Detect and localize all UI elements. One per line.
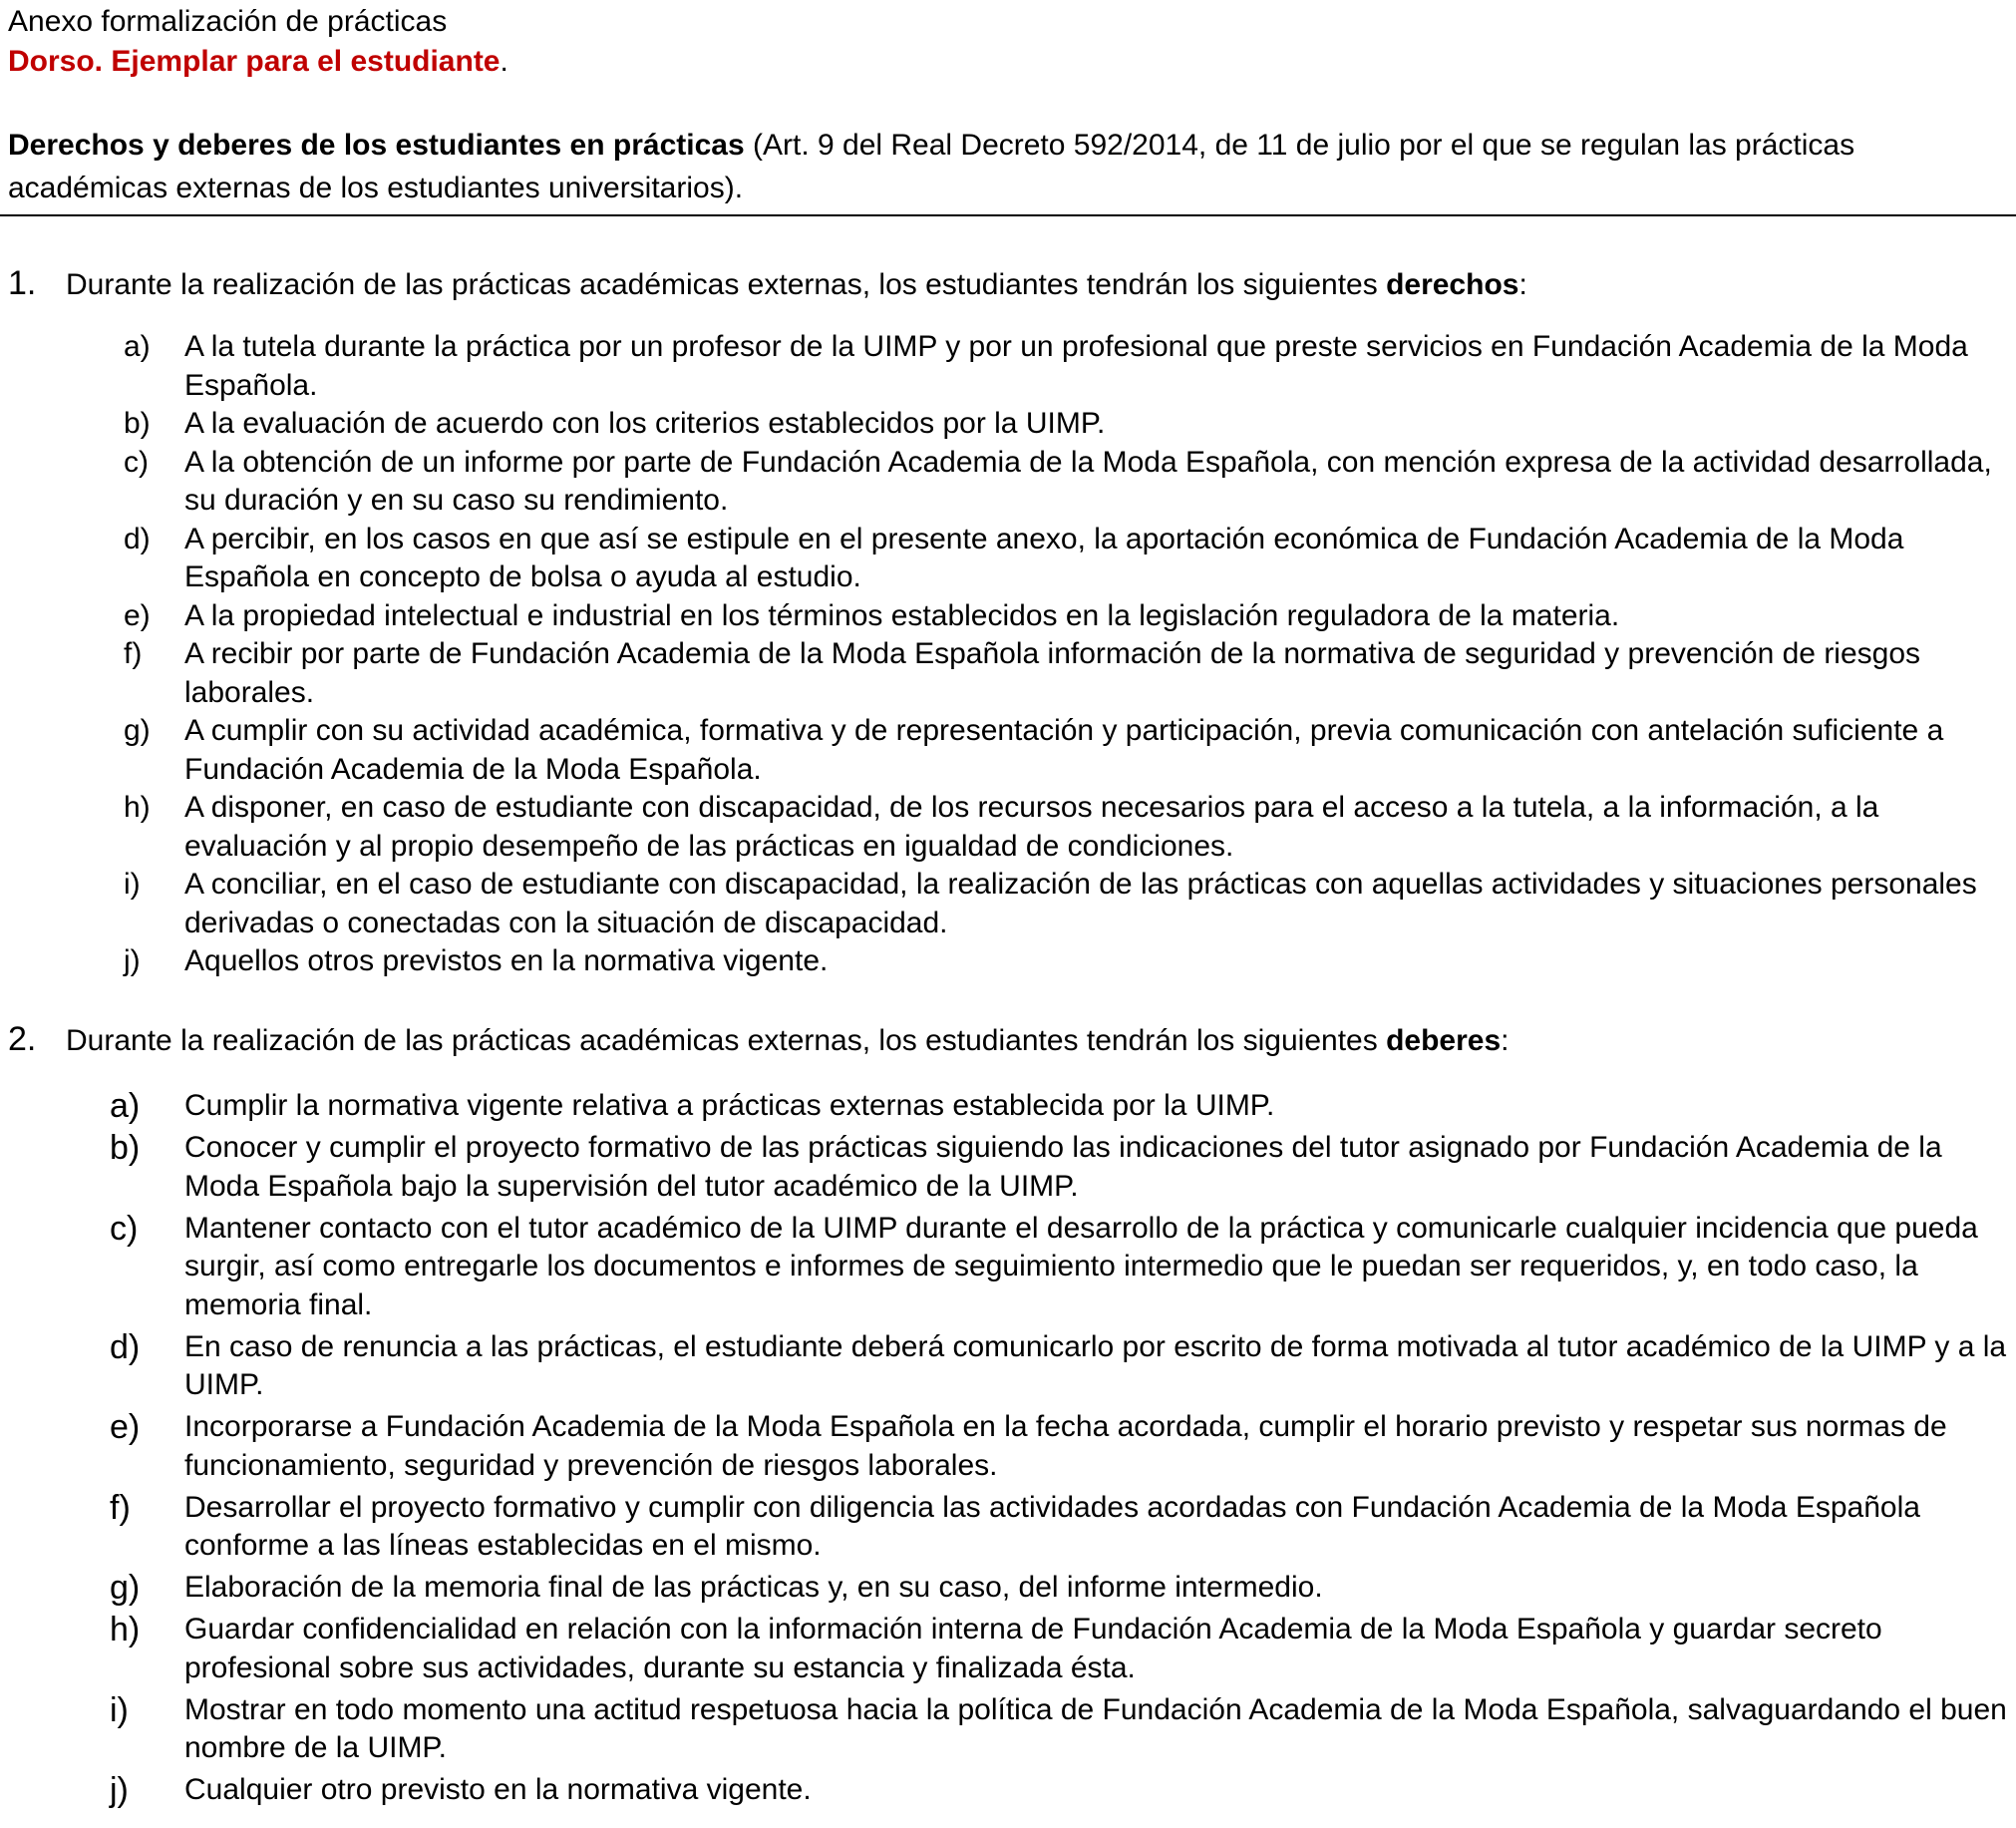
duties-list-item-marker: j) — [110, 1771, 129, 1809]
rights-list-item-marker: f) — [124, 637, 143, 670]
duties-number: 2. — [8, 1020, 37, 1058]
heading-reference-text: (Art. 9 del Real Decreto 592/2014, de 11 de julio por el que se regulan las prácticas académicas externas de los estudiantes universitarios). — [8, 129, 1855, 204]
rights-list — [0, 328, 2016, 981]
duties-list-item-text: Desarrollar el proyecto formativo y cumplir con diligencia las actividades acordadas con Fundación Academia de la Moda Española conforme a las líneas establecidas en el mismo. — [184, 1490, 1920, 1562]
rights-list-item-marker: g) — [124, 714, 151, 747]
rights-list-item — [0, 405, 2016, 444]
duties-list-item-marker: a) — [110, 1087, 141, 1125]
duties-list-item-marker: d) — [110, 1327, 141, 1366]
rights-list-item — [0, 521, 2016, 597]
duties-list-item-marker: e) — [110, 1408, 141, 1446]
rights-list-item-marker: j) — [124, 944, 141, 977]
rights-list-item-text: A la obtención de un informe por parte de Fundación Academia de la Moda Española, con mención expresa de la actividad desarrollada, su duración y en su caso su rendimiento. — [184, 445, 1992, 517]
rights-list-item — [0, 712, 2016, 789]
rights-list-item-text: A conciliar, en el caso de estudiante con discapacidad, la realización de las prácticas con aquellas actividades y situaciones personales derivadas o conectadas con la situación de discapacidad. — [184, 868, 1977, 939]
rights-list-item-marker: d) — [124, 522, 151, 555]
rights-list-item-text: A percibir, en los casos en que así se estipule en el presente anexo, la aportación económica de Fundación Academia de la Moda Española en concepto de bolsa o ayuda al estudio. — [184, 522, 1904, 593]
duties-list-item — [0, 1569, 2016, 1608]
section-heading — [8, 124, 1992, 209]
rights-list-item — [0, 597, 2016, 636]
duties-list-item — [0, 1611, 2016, 1687]
duties-list-item-marker: b) — [110, 1129, 141, 1167]
rights-list-item-marker: h) — [124, 791, 151, 824]
rights-list-item-marker: e) — [124, 598, 151, 632]
duties-list-item — [0, 1691, 2016, 1768]
rights-list-item-marker: c) — [124, 445, 149, 479]
duties-list-item-marker: i) — [110, 1690, 129, 1729]
rights-list-item — [0, 866, 2016, 942]
duties-list-item-text: Conocer y cumplir el proyecto formativo de las prácticas siguiendo las indicaciones del tutor asignado por Fundación Academia de la Moda Española bajo la supervisión del tutor académico de la UIMP. — [184, 1131, 1942, 1203]
rights-list-item-text: A la propiedad intelectual e industrial en los términos establecidos en la legislación reguladora de la materia. — [184, 598, 1620, 632]
rights-list-item — [0, 444, 2016, 521]
duties-list-item-marker: c) — [110, 1209, 139, 1248]
annex-title: Anexo formalización de prácticas — [8, 5, 448, 38]
rights-list-item-text: A cumplir con su actividad académica, formativa y de representación y participación, previa comunicación con antelación suficiente a Fundación Academia de la Moda Española. — [184, 714, 1944, 786]
duties-list-item-text: Cualquier otro previsto en la normativa vigente. — [184, 1773, 812, 1806]
duties-list — [0, 1087, 2016, 1810]
rights-intro — [8, 263, 2002, 305]
duties-list-item-text: Cumplir la normativa vigente relativa a prácticas externas establecida por la UIMP. — [184, 1089, 1275, 1122]
copy-label: Dorso. Ejemplar para el estudiante — [8, 45, 501, 78]
duties-intro-text: Durante la realización de las prácticas académicas externas, los estudiantes tendrán los siguientes — [66, 1024, 1387, 1057]
duties-list-item — [0, 1210, 2016, 1325]
rights-list-item-text: Aquellos otros previstos en la normativa vigente. — [184, 944, 829, 977]
rights-colon: : — [1518, 268, 1527, 301]
duties-list-item-marker: g) — [110, 1569, 141, 1607]
copy-label-period: . — [500, 45, 508, 78]
rights-list-item — [0, 328, 2016, 405]
rights-list-item-marker: b) — [124, 407, 151, 440]
document-header — [8, 2, 2002, 82]
duties-list-item — [0, 1408, 2016, 1485]
duties-list-item-text: Guardar confidencialidad en relación con la información interna de Fundación Academia de la Moda Española y guardar secreto profesional sobre sus actividades, durante su estancia y finalizada ésta. — [184, 1613, 1882, 1684]
rights-intro-text: Durante la realización de las prácticas académicas externas, los estudiantes tendrán los siguientes — [66, 268, 1387, 301]
rights-list-item-marker: a) — [124, 330, 151, 363]
duties-list-item-marker: h) — [110, 1611, 141, 1648]
rights-number: 1. — [8, 264, 37, 302]
rights-list-item-text: A recibir por parte de Fundación Academia de la Moda Española información de la normativa de seguridad y prevención de riesgos laborales. — [184, 637, 1921, 709]
copy-label-line — [8, 42, 2002, 82]
duties-list-item-text: Mantener contacto con el tutor académico de la UIMP durante el desarrollo de la práctica y comunicarle cualquier incidencia que pueda surgir, así como entregarle los documentos e informes de seguimiento intermedio que le puedan ser requeridos, y, en todo caso, la memoria final. — [184, 1211, 1978, 1321]
rights-list-item — [0, 635, 2016, 712]
duties-list-item-marker: f) — [110, 1488, 131, 1527]
duties-list-item-text: Mostrar en todo momento una actitud respetuosa hacia la política de Fundación Academia de la Moda Española, salvaguardando el buen nombre de la UIMP. — [184, 1692, 2007, 1764]
rights-keyword: derechos — [1386, 268, 1519, 301]
duties-list-item — [0, 1489, 2016, 1566]
duties-intro — [8, 1019, 2002, 1061]
duties-list-item — [0, 1129, 2016, 1206]
duties-list-item — [0, 1771, 2016, 1810]
rights-list-item-text: A la evaluación de acuerdo con los criterios establecidos por la UIMP. — [184, 407, 1106, 440]
rights-list-item — [0, 789, 2016, 866]
duties-list-item — [0, 1328, 2016, 1405]
duties-list-item — [0, 1087, 2016, 1126]
rights-list-item-marker: i) — [124, 868, 141, 901]
duties-list-item-text: Elaboración de la memoria final de las prácticas y, en su caso, del informe intermedio. — [184, 1571, 1323, 1604]
heading-bold-text: Derechos y deberes de los estudiantes en prácticas — [8, 129, 745, 162]
duties-keyword: deberes — [1386, 1024, 1502, 1057]
duties-list-item-text: En caso de renuncia a las prácticas, el estudiante deberá comunicarlo por escrito de forma motivada al tutor académico de la UIMP y a la UIMP. — [184, 1329, 2007, 1401]
rights-list-item — [0, 942, 2016, 981]
duties-list-item-text: Incorporarse a Fundación Academia de la Moda Española en la fecha acordada, cumplir el horario previsto y respetar sus normas de funcionamiento, seguridad y prevención de riesgos laborales. — [184, 1410, 1947, 1482]
rights-list-item-text: A disponer, en caso de estudiante con discapacidad, de los recursos necesarios para el acceso a la tutela, a la información, a la evaluación y al propio desempeño de las prácticas en igualdad de condiciones. — [184, 791, 1879, 863]
heading-divider — [0, 214, 2016, 216]
rights-list-item-text: A la tutela durante la práctica por un profesor de la UIMP y por un profesional que preste servicios en Fundación Academia de la Moda Española. — [184, 330, 1968, 402]
duties-colon: : — [1501, 1024, 1510, 1057]
